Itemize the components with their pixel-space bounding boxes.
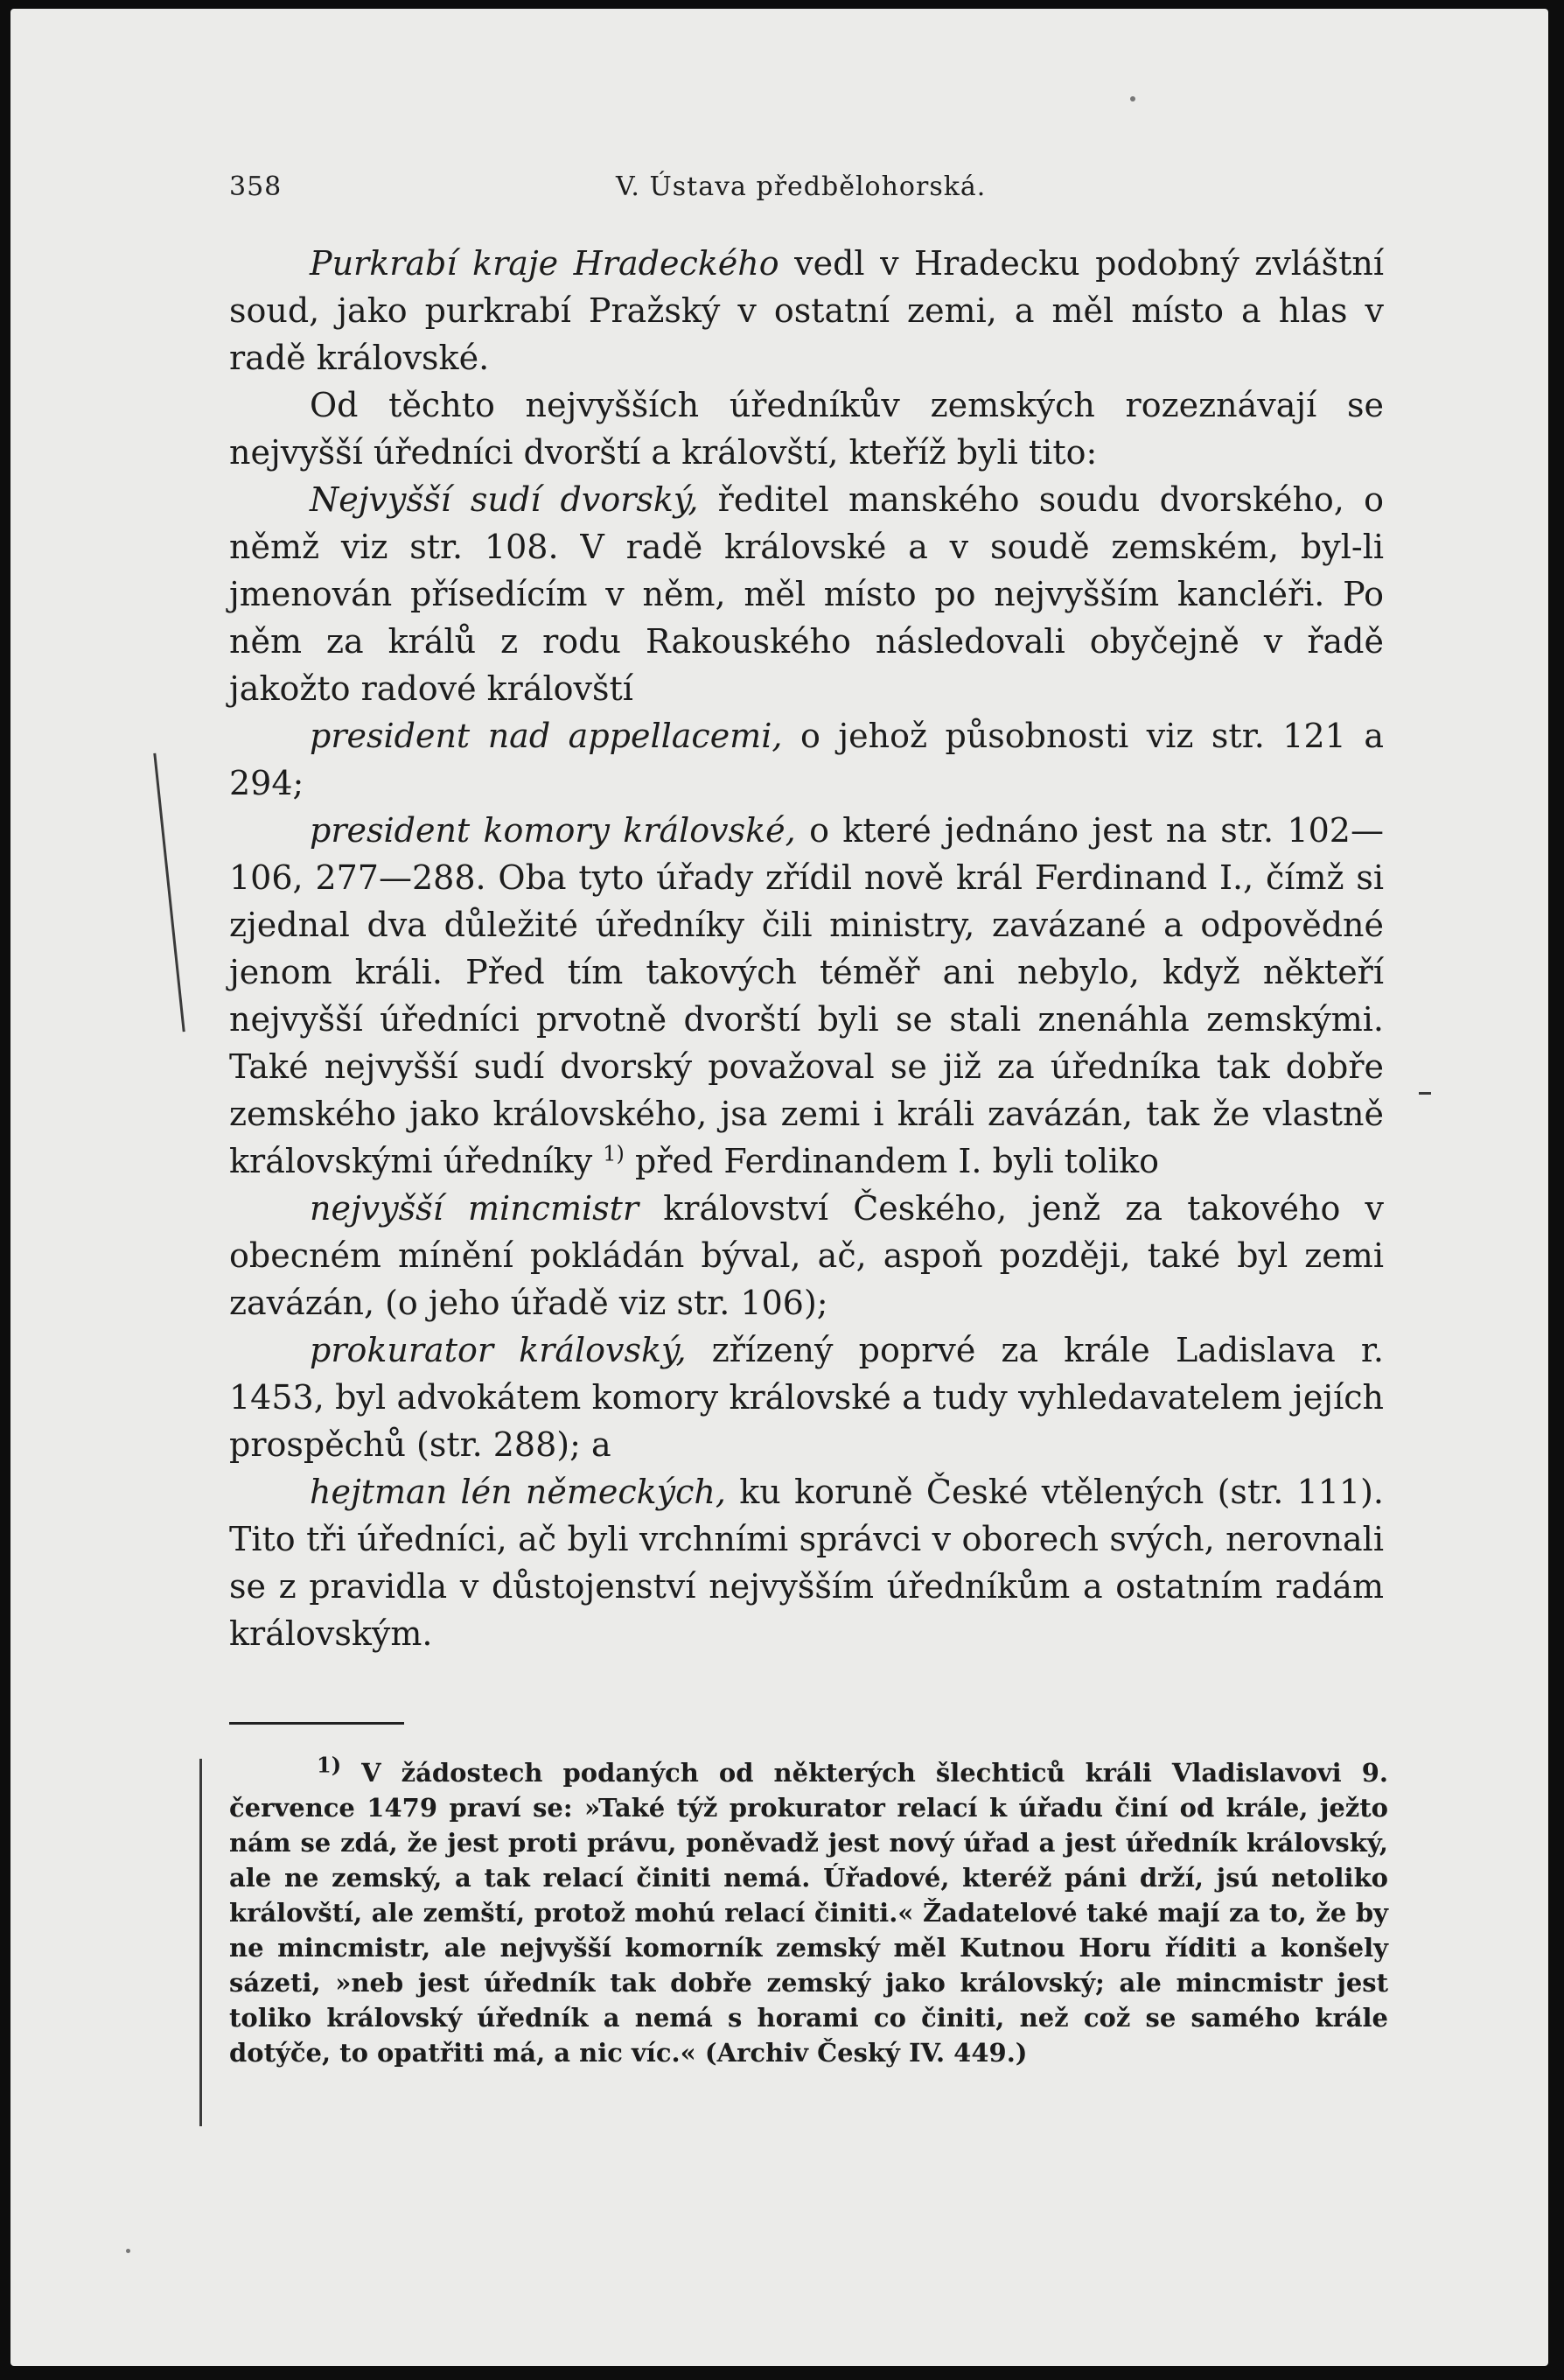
term: Purkrabí kraje Hradeckého <box>310 244 779 283</box>
term: nejvyšší mincmistr <box>310 1189 639 1228</box>
page-sheet <box>10 9 1548 2366</box>
paragraph: Nejvyšší sudí dvorský, ředitel manského soudu dvorského, o němž viz str. 108. V radě královské a v soudě zemském, byl-li jmenován přísedícím v něm, měl místo po nejvyšším kancléři. Po něm za králů z rodu Rakouského následovali obyčejně v řadě jakožto radové královští <box>229 480 1385 708</box>
paper-spot <box>126 2249 130 2253</box>
term: prokurator královský, <box>310 1331 687 1369</box>
main-text <box>229 240 1384 1657</box>
footnote-text: V žádostech podaných od některých šlechticů králi Vladislavovi 9. července 1479 praví se: »Také týž prokurator relací k úřadu činí od krále, ježto nám se zdá, že jest proti právu, poněvadž jest nový úřad a jest úředník královský, ale ne zemský, a tak relací činiti nemá. Úřadové, kteréž páni drží, jsú netoliko královští, ale zemští, protož mohú relací činiti.« Žadatelové také mají za to, že by ne mincmistr, ale nejvyšší komorník zemský měl Kutnou Horu říditi a konšely sázeti, »neb jest úředník tak dobře zemský jako královský; ale mincmistr jest toliko královský úředník a nemá s horami co činiti, než což se samého krále dotýče, to opatřiti má, a nic víc.« (Archiv Český IV. 449.) <box>229 1758 1388 2068</box>
margin-bracket-mark <box>199 1759 202 2126</box>
term: Nejvyšší sudí dvorský, <box>310 480 699 519</box>
paragraph: Od těchto nejvyšších úředníkův zemských rozeznávají se nejvyšší úředníci dvorští a královští, kteříž byli tito: <box>229 386 1384 472</box>
paragraph: president nad appellacemi, o jehož působnosti viz str. 121 a 294; <box>229 717 1384 802</box>
term: president nad appellacemi, <box>310 717 783 755</box>
paper-spot <box>1130 96 1135 102</box>
margin-dash-mark <box>1419 1092 1431 1095</box>
footnote-rule <box>229 1722 404 1725</box>
term: president komory královské, <box>310 811 796 850</box>
footnote <box>229 1752 1388 2070</box>
paragraph: Purkrabí kraje Hradeckého vedl v Hradecku podobný zvláštní soud, jako purkrabí Pražský v ostatní zemi, a měl místo a hlas v radě královské. <box>229 244 1384 377</box>
paragraph: prokurator královský, zřízený poprvé za krále Ladislava r. 1453, byl advokátem komory královské a tudy vyhledavatelem jejích prospěchů (str. 288); a <box>229 1331 1384 1464</box>
footnote-marker: 1) <box>317 1752 342 1778</box>
paragraph: president komory královské, o které jednáno jest na str. 102—106, 277—288. Oba tyto úřady zřídil nově král Ferdinand I., čímž si zjednal dva důležité úředníky čili ministry, zavázané a odpovědné jenom králi. Před tím takových téměř ani nebylo, když někteří nejvyšší úředníci prvotně dvorští byli se stali znenáhla zemskými. Také nejvyšší sudí dvorský považoval se již za úředníka tak dobře zemského jako královského, jsa zemi i králi zavázán, tak že vlastně královskými úředníky $^{1)}$ před Ferdinandem I. byli toliko <box>229 811 1384 1180</box>
term: hejtman lén německých, <box>310 1473 726 1511</box>
running-title: V. Ústava předbělohorská. <box>616 172 987 202</box>
margin-bracket-mark <box>153 753 185 1032</box>
paragraph: hejtman lén německých, ku koruně České vtělených (str. 111). Tito tři úředníci, ač byli vrchními správci v oborech svých, nerovnali se z pravidla v důstojenství nejvyšším úředníkům a ostatním radám královským. <box>229 1473 1384 1653</box>
paragraph: nejvyšší mincmistr království Českého, jenž za takového v obecném mínění pokládán býval, ač, aspoň později, také byl zemi zavázán, (o jeho úřadě viz str. 106); <box>229 1189 1384 1322</box>
page-number: 358 <box>229 172 283 202</box>
footnote-ref: 1) <box>603 1141 625 1166</box>
